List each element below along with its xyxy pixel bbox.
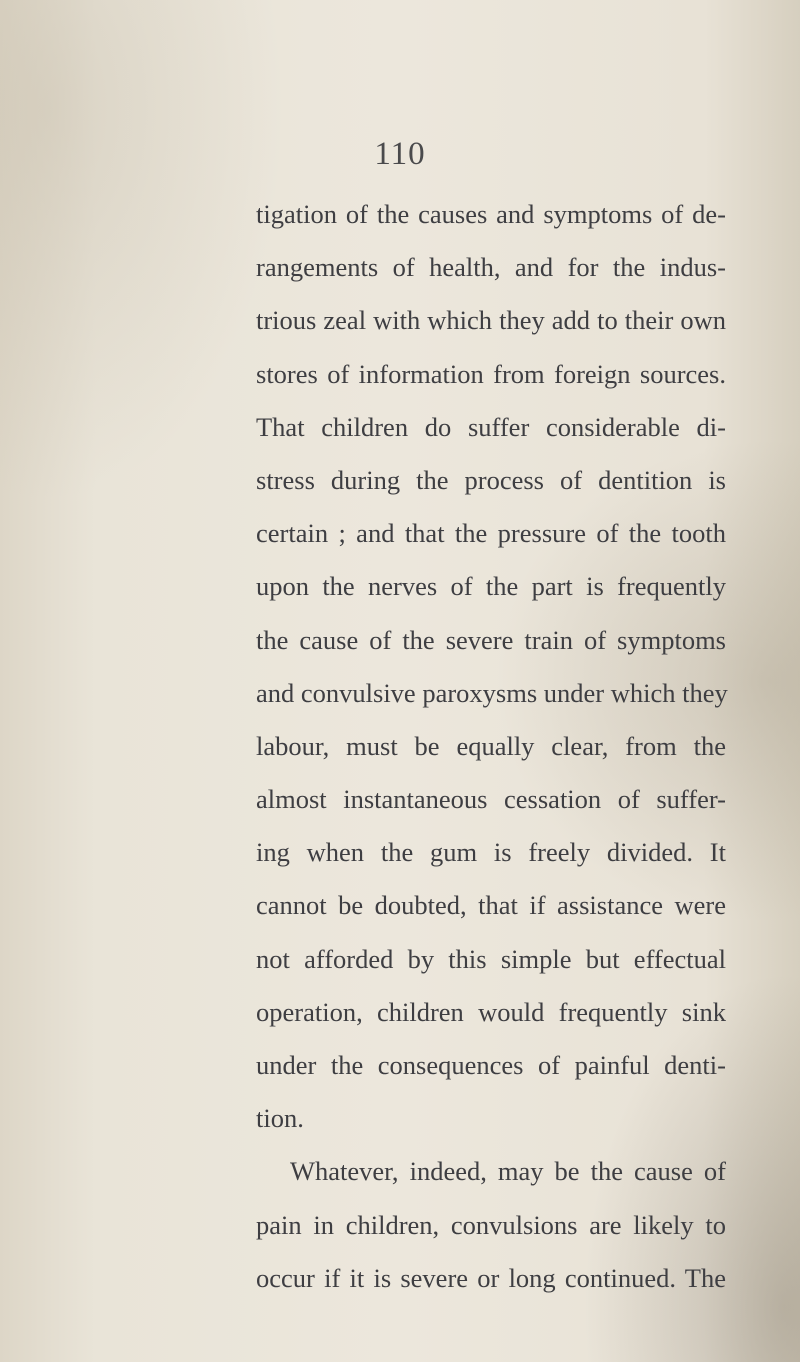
text-line: trious zeal with which they add to their own: [256, 305, 726, 336]
text-line: not afforded by this simple but effectual: [256, 943, 726, 974]
text-line: stress during the process of dentition is: [256, 464, 726, 495]
text-line: tion.: [256, 1103, 304, 1134]
text-line: under the consequences of painful denti-: [256, 1050, 726, 1080]
text-line: labour, must be equally clear, from the: [256, 730, 726, 761]
text-line: occur if it is severe or long continued. The: [256, 1262, 726, 1293]
text-line: operation, children would frequently sink: [256, 996, 726, 1027]
text-line: tigation of the causes and symptoms of de-: [256, 199, 726, 229]
text-line: rangements of health, and for the indus-: [256, 252, 726, 283]
text-line: stores of information from foreign sources.: [256, 358, 726, 389]
text-line: upon the nerves of the part is frequently: [256, 571, 726, 602]
text-line: Whatever, indeed, may be the cause of: [290, 1156, 726, 1187]
text-line: That children do suffer considerable di-: [256, 411, 726, 442]
text-line: and convulsive paroxysms under which they: [256, 677, 728, 708]
text-line: cannot be doubted, that if assistance were: [256, 890, 726, 921]
text-line: pain in children, convulsions are likely to: [256, 1209, 726, 1240]
text-line: almost instantaneous cessation of suffer-: [256, 784, 726, 815]
page-number: 110: [374, 136, 426, 172]
text-line: the cause of the severe train of symptoms: [256, 624, 726, 655]
text-line: certain ; and that the pressure of the tooth: [256, 518, 726, 549]
text-line: ing when the gum is freely divided. It: [256, 837, 726, 868]
body-text: [256, 188, 726, 1305]
